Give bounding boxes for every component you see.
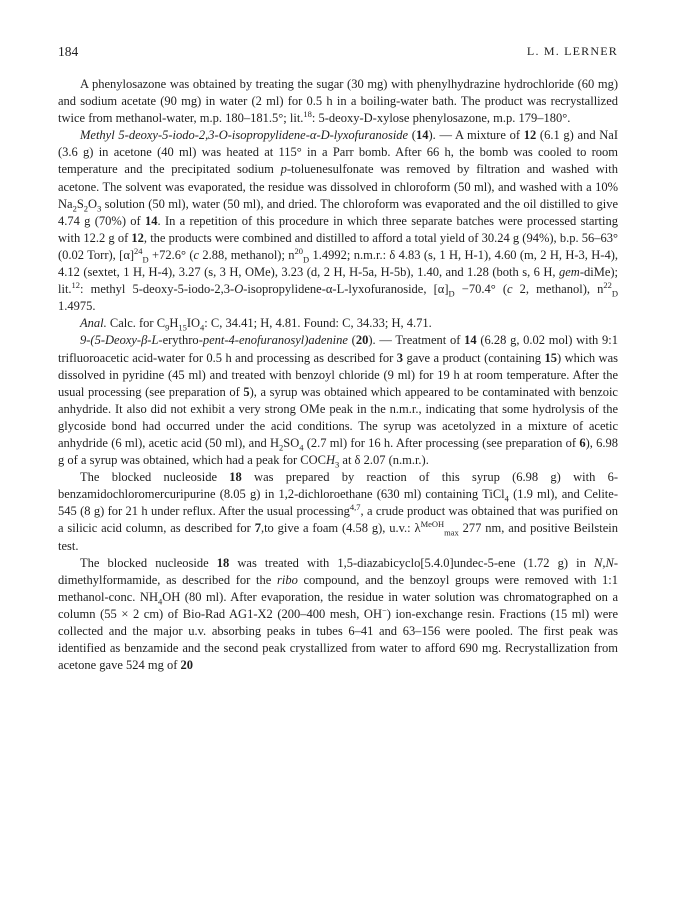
text-run: compound, and the benzoyl groups were removed with 1:1 methanol-conc. NH [58,572,619,604]
text-run: 18 [303,109,312,120]
text-run: MeOH [420,519,445,530]
paragraph-blocked-nucleoside-prep [58,469,618,554]
text-run: ribo [276,572,298,587]
text-run: -diMe); lit. [58,265,618,297]
text-run: ( [408,128,416,143]
text-run: 15 [544,350,557,365]
text-run: 6 [579,435,586,450]
text-run: 2 [72,203,77,214]
text-run: : C, 34.41; H, 4.81. Found: C, 34.33; H, 4.71. [204,316,432,331]
text-run: , the products were combined and distilled to afford a total yield of 30.24 g (94%), b.p. 56–63° (0.02 Torr), [α] [58,230,618,262]
text-run: ). — Treatment of [368,333,465,348]
text-run: 277 nm, and positive Beilstein test. [58,521,618,553]
body-text [58,76,618,674]
text-run: Methyl 5-deoxy-5-iodo-2,3-O-isopropylidene-α-D-lyxofuranoside [80,128,409,143]
text-run: 20 [294,245,304,256]
text-run: 4 [157,596,163,607]
text-run: ,to give a foam (4.58 g), u.v.: λ [260,521,421,536]
text-run: O [88,196,98,211]
text-run: 1.4992; n.m.r.: δ 4.83 (s, 1 H, H-1), 4.60 (m, 2 H, H-3, H-4), 4.12 (sextet, 1 H, H-4), 3.27 (s, 3 H, OMe), 3.23 (d, 2 H, H-5a, H-5b), 1.40, and 1.28 (both s, 6 H, [58,247,618,280]
page-header [58,44,618,64]
text-run: -isopropylidene-α-L-lyxofuranoside, [α] [243,282,449,297]
text-run: 12 [71,279,81,290]
text-run: erythro [162,333,199,348]
text-run: 2, methanol), n [512,282,604,297]
text-run: 5 [243,384,250,399]
text-run: (2.7 ml) for 16 h. After processing (see preparation of [303,435,580,450]
text-run: −70.4° ( [454,282,507,297]
text-run: gave a product (containing [403,350,545,365]
paragraph-deblocking [58,555,618,675]
text-run: OH (80 ml). After evaporation, the residue in water solution was chromatographed on a column (55 × 2 cm) of Bio-Rad AG1-X2 (200–400 mesh, OH [58,589,618,621]
text-run: ) which was dissolved in pyridine (45 ml) and treated with benzoyl chloride (9 ml) for 19 h at room temperature. After the usual processing (see preparation of [58,350,618,399]
running-head-author: L. M. LERNER [526,44,618,58]
text-run: 4 [504,493,509,504]
text-run: -dimethylformamide, as described for the [58,555,618,587]
text-run: 3 [396,350,404,365]
text-run: H [169,316,179,331]
text-run: 18 [216,555,230,570]
text-run: +72.6° ( [148,247,194,262]
paragraph-phenylosazone [58,76,618,127]
text-run: D [611,288,619,299]
text-run: . In a repetition of this procedure in which three separate batches were processed starting with 12.2 g of [58,213,619,245]
text-run: 14 [464,333,477,348]
paragraph-compound-14 [58,127,618,315]
text-run: ). — A mixture of [428,128,524,143]
text-run: 24 [134,245,143,256]
paragraph-compound-20 [58,332,618,469]
text-run: ), 6.98 g of a syrup was obtained, which had a peak for COC [58,435,618,468]
text-run: The blocked nucleoside [80,470,230,485]
text-run: D [448,288,455,299]
text-run: ( [347,333,356,348]
text-run: -toluenesulfonate was removed by filtration and washed with acetone. The solvent was evaporated, the residue was dissolved in chloroform (50 ml), and washed with a 10% Na [58,162,618,211]
page-number: 184 [58,44,79,59]
text-run: 3 [97,203,102,214]
text-run: The blocked nucleoside [80,555,217,570]
paragraph-analysis [58,315,618,332]
text-run: 7 [254,521,261,536]
text-run: 14 [415,128,429,143]
text-run: c [506,282,513,297]
text-run: : 5-deoxy-D-xylose phenylosazone, m.p. 179–180°. [311,111,571,126]
text-run: 15 [178,322,187,333]
text-run: was prepared by reaction of this syrup (6.98 g) with 6-benzamidochloromercuripurine (8.05 g) in 1,2-dichloroethane (630 ml) containing TiCl [58,470,618,502]
text-run: : methyl 5-deoxy-5-iodo-2,3- [80,282,235,297]
text-run: Anal. [80,316,107,331]
text-run: c [193,247,200,262]
text-run: 4 [200,322,205,333]
text-run: 9-(5-Deoxy-β-L- [80,333,163,348]
text-run: 9 [165,322,170,333]
text-run: 2.88, methanol); n [199,247,295,262]
text-run: 2 [83,203,89,214]
text-run: 4,7 [349,502,361,513]
text-run: 12 [523,128,537,143]
text-run: 4 [299,442,304,453]
text-run: S [76,196,84,211]
text-run: 14 [145,213,158,228]
text-run: (1.9 ml), and Celite-545 (8 g) for 21 h under reflux. After the usual processing [58,487,618,519]
text-run: ), a syrup was obtained which appeared to be contaminated with benzoic anhydride. It also did not exhibit a very strong OMe peak in the n.m.r., indicating that some hydrolysis of the glycoside bond had occurred under the acid conditions. The syrup was acetolyzed in a mixture of acetic anhydride (6 ml), acetic acid (50 ml), and H [58,384,618,450]
text-run: 1.4975. [58,299,96,314]
text-run: (6.28 g, 0.02 mol) with 9:1 trifluoroacetic acid-water for 0.5 h and processing as described for [58,333,618,365]
text-run: 20 [355,333,369,348]
text-run: at δ 2.07 (n.m.r.). [339,453,429,468]
text-run: IO [186,316,201,331]
text-run: 18 [229,470,242,485]
text-run: H [326,453,336,468]
text-run: D [142,254,149,265]
text-run: ) ion-exchange resin. Fractions (15 ml) were collected and the major u.v. absorbing peaks in tubes 6–41 and 63–156 were pooled. The first peak was identified as benzamide and the second peak crystallized from water to afford 690 mg. Recrystallization from acetone gave 524 mg of [58,606,618,673]
text-run: D [303,254,310,265]
text-run: 3 [335,459,340,470]
text-run: (6.1 g) and NaI (3.6 g) in acetone (40 ml) was heated at 115° in a Parr bomb. After 66 h, the bomb was cooled to room temperature and the precipitated sodium [58,128,619,177]
text-run: gem [558,265,580,280]
text-run: p [280,162,287,177]
text-run: − [381,604,387,615]
text-run: N,N [594,555,614,570]
text-run: solution (50 ml), water (50 ml), and dried. The chloroform was evaporated and the oil distilled to give 4.74 g (70%) of [58,196,618,228]
text-run: 2 [279,442,284,453]
text-run: O [234,282,244,297]
text-run: max [444,527,459,538]
text-run: , a crude product was obtained that was purified on a silicic acid column, as described for [58,504,618,536]
text-run: 20 [180,658,194,673]
text-run: A phenylosazone was obtained by treating the sugar (30 mg) with phenylhydrazine hydrochloride (60 mg) and sodium acetate (90 mg) in water (2 ml) for 0.5 h in a boiling-water bath. The product was recrystallized twice from methanol-water, m.p. 180–181.5°; lit. [58,77,618,126]
text-run: SO [283,435,300,450]
text-run: Calc. for C [106,316,166,331]
text-run: 12 [131,230,144,245]
text-run: 22 [603,279,612,290]
text-run: was treated with 1,5-diazabicyclo[5.4.0]undec-5-ene (1.72 g) in [229,555,595,570]
text-run: -pent-4-enofuranosyl)adenine [198,333,348,348]
